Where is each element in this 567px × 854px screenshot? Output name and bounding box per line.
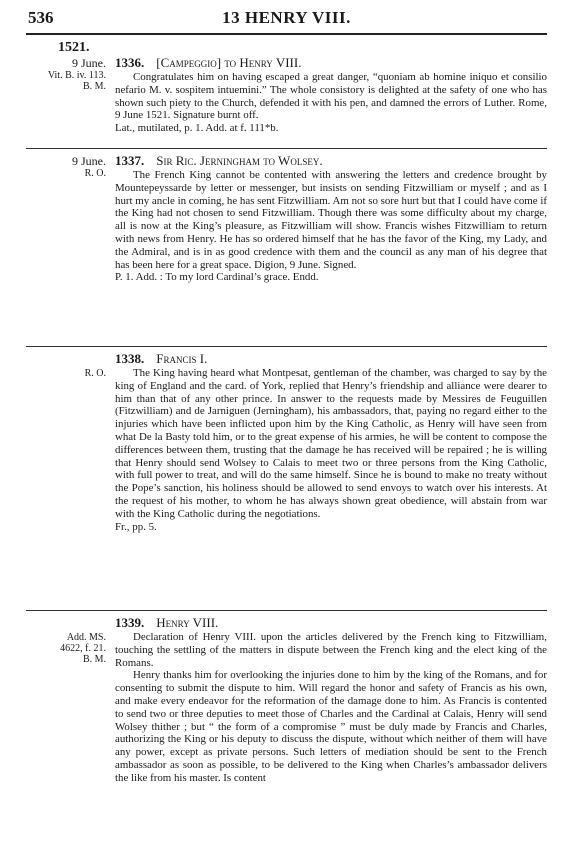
- page-number: 536: [28, 8, 54, 27]
- entry-repository: B. M.: [82, 81, 106, 92]
- entry-margin: [26, 154, 106, 179]
- entry-heading: [115, 352, 547, 366]
- header-rule: [26, 33, 547, 35]
- entry-number: 1338.: [115, 351, 145, 366]
- entry-source-folio: 4622, f. 21.: [60, 643, 106, 654]
- entry-heading: [115, 154, 547, 168]
- entry-number: 1336.: [115, 55, 145, 70]
- entry-paragraph: The King having heard what Montpesat, gentleman of the chamber, was charged to say by the king of England and the card. of York, replied that Henry’s friendship and alliance were dearer to him than that of any other prince. In answer to the requests made by Messires de Feuguillen (Fitzwilliam) and de Jarniguen (Jerningham), his ambassadors, that, paying no regard either to the injuries which have been inflicted upon him by the King Catholic, as Henry will have seen from what De la Basty told him, or to the great expense of his armies, he will be content to compose the differences between them, trusting that the damage he has received will be repaired ; he is willing that Henry should send Wolsey to Calais to meet two or three persons from the King Catholic, with full power to treat, and will do the same himself. Since he is bound to make no treaty without the Pope’s sanction, his holiness should be allowed to send envoys to watch over his interests. At the request of his mother, to whom he has always shown great obedience, will abstain from war with the King Catholic during the negotiations.: [115, 367, 547, 520]
- entry-margin: [26, 352, 106, 379]
- entry-divider: [26, 610, 547, 611]
- running-head: 13 HENRY VIII.: [222, 8, 351, 27]
- entry-title: Henry VIII.: [156, 615, 219, 630]
- entry-paragraph: Declaration of Henry VIII. upon the articles delivered by the French king to Fitzwilliam, touching the settling of the matters in dispute between the French king and the elect king of the Romans.: [115, 631, 547, 669]
- entry-divider: [26, 346, 547, 347]
- entry-source: Vit. B. iv. 113.: [47, 70, 106, 81]
- entry-paragraph: Congratulates him on having escaped a great danger, “quoniam ab homine iniquo et consilio nefario M. v. sospitem intuemini.” The whole consistory is delighted at the safety of one who has shown such piety to the Church, defended it with his pen, and damned the errors of Luther. Rome, 9 June 1521. Signature burnt off.: [115, 71, 547, 122]
- entry-title: Sir Ric. Jerningham to Wolsey.: [156, 153, 323, 168]
- entry-repository: R. O.: [84, 168, 106, 179]
- entry-title: Francis I.: [156, 351, 208, 366]
- entry-note: P. 1. Add. : To my lord Cardinal’s grace. Endd.: [115, 271, 319, 284]
- entry-margin: [26, 56, 106, 92]
- page-header: [26, 4, 547, 32]
- entry-number: 1337.: [115, 153, 145, 168]
- entry-number: 1339.: [115, 615, 145, 630]
- entry-divider: [26, 148, 547, 149]
- entry-repository: R. O.: [84, 368, 106, 379]
- entry-note: Fr., pp. 5.: [115, 520, 157, 533]
- entry-title: [Campeggio] to Henry VIII.: [156, 55, 302, 70]
- entry-heading: [115, 616, 547, 630]
- entry-margin: [26, 616, 106, 665]
- entry-repository: B. M.: [82, 654, 106, 665]
- entry-note: Lat., mutilated, p. 1. Add. at f. 111*b.: [115, 122, 279, 135]
- entry-paragraph: Henry thanks him for overlooking the injuries done to him by the king of the Romans, and for consenting to submit the dispute to him. Will regard the honor and safety of Francis as his own, and make every endeavor for the reformation of the damage done to him. As Francis is contented to send two or three deputies to meet those of Charles and the Cardinal at Calais, Henry will send Wolsey thither ; but “ the form of a compromise ” must be duly made by Francis and Charles, authorizing the King or his deputy to discuss the dispute, without which neither of them will have any power, except as private persons. Such letters of mediation should be sent to the French ambassador as soon as possible, to be delivered to the King when Charles’s ambassador delivers the like from his master. Is content: [115, 669, 547, 784]
- entry-date: 9 June.: [72, 154, 106, 168]
- entry-heading: [115, 56, 547, 70]
- entry-date: 9 June.: [72, 56, 106, 70]
- entry-source: Add. MS.: [66, 632, 106, 643]
- entry-paragraph: The French King cannot be contented with answering the letters and credence brought by Mountepeyssarde by letter or messenger, but insists on sending Fitzwilliam or myself ; and as I hurt my ancle in coming, he has sent Fitzwilliam. Am not so sore hurt but that I could have come if the King had not chosen to send Fitzwilliam. Though there was some difficulty about my charge, all is now at the King’s pleasure, as Fitzwilliam will show. Francis wishes Fitzwilliam to return with news from Henry. He has so ordered himself that he has the favor of the King, my Lady, and the Admiral, and is in as good credence with them and the council as any man of his degree that has been here for a great space. Digion, 9 June. Signed.: [115, 169, 547, 271]
- year-label: 1521.: [58, 40, 90, 55]
